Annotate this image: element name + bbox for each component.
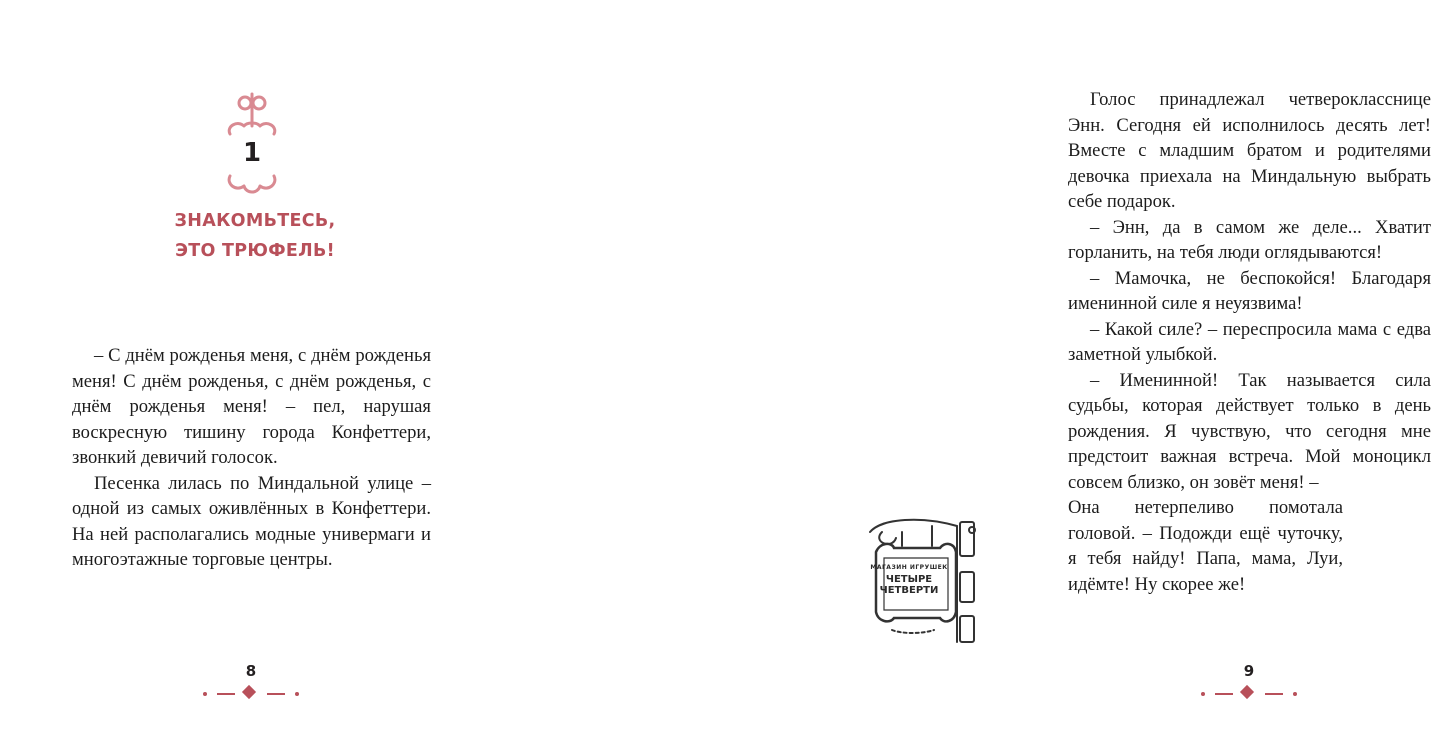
page-number: 8 <box>245 662 257 680</box>
left-body-text <box>72 343 431 573</box>
sign-title-line: ЧЕТЫРЕ <box>885 574 933 585</box>
sign-title-line: ЧЕТВЕРТИ <box>879 585 939 596</box>
footer-ornament-icon <box>199 684 303 704</box>
paragraph: – Какой силе? – переспросила мама с едва заметной улыбкой. <box>1068 318 1431 365</box>
right-page <box>500 0 1431 750</box>
chapter-title-line: ЗНАКОМЬТЕСЬ, <box>174 211 336 231</box>
chapter-title-line: ЭТО ТРЮФЕЛЬ! <box>175 241 335 261</box>
chapter-ornament <box>200 92 304 204</box>
paragraph: Голос принадлежал четверокласснице Энн. Сегодня ей исполнилось десять лет! Вместе с младшим братом и родителями девочка приехала на Миндальную выбрать себе подарок. <box>1068 89 1431 212</box>
sign-subtitle: МАГАЗИН ИГРУШЕК <box>870 564 948 571</box>
page-number: 9 <box>1243 662 1255 680</box>
paragraph: Песенка лилась по Миндальной улице – одной из самых оживлённых в Конфеттери. На ней располагались модные универмаги и многоэтажные торговые центры. <box>72 472 431 570</box>
right-body-text <box>1068 87 1431 597</box>
chapter-title <box>120 206 390 266</box>
footer-ornament-icon <box>1197 684 1301 704</box>
paragraph: – Мамочка, не беспокойся! Благодаря именинной силе я неуязвима! <box>1068 267 1431 314</box>
paragraph: Она нетерпеливо помотала головой. – Подожди ещё чуточку, я тебя найду! Папа, мама, Луи, идёмте! Ну скорее же! <box>1068 497 1343 595</box>
shop-sign-illustration <box>862 512 984 657</box>
left-page <box>0 0 500 750</box>
chapter-number: 1 <box>242 138 262 168</box>
paragraph: – Именинной! Так называется сила судьбы, которая действует только в день рождения. Я чувствую, что сегодня мне предстоит важная встреча. Мой моноцикл совсем близко, он зовёт меня! – <box>1068 369 1431 493</box>
paragraph: – С днём рожденья меня, с днём рожденья меня! С днём рожденья, с днём рожденья, с днём рожденья меня! – пел, нарушая воскресную тишину города Конфеттери, звонкий девичий голосок. <box>72 345 431 468</box>
paragraph: – Энн, да в самом же деле... Хватит горланить, на тебя люди оглядываются! <box>1068 216 1431 263</box>
